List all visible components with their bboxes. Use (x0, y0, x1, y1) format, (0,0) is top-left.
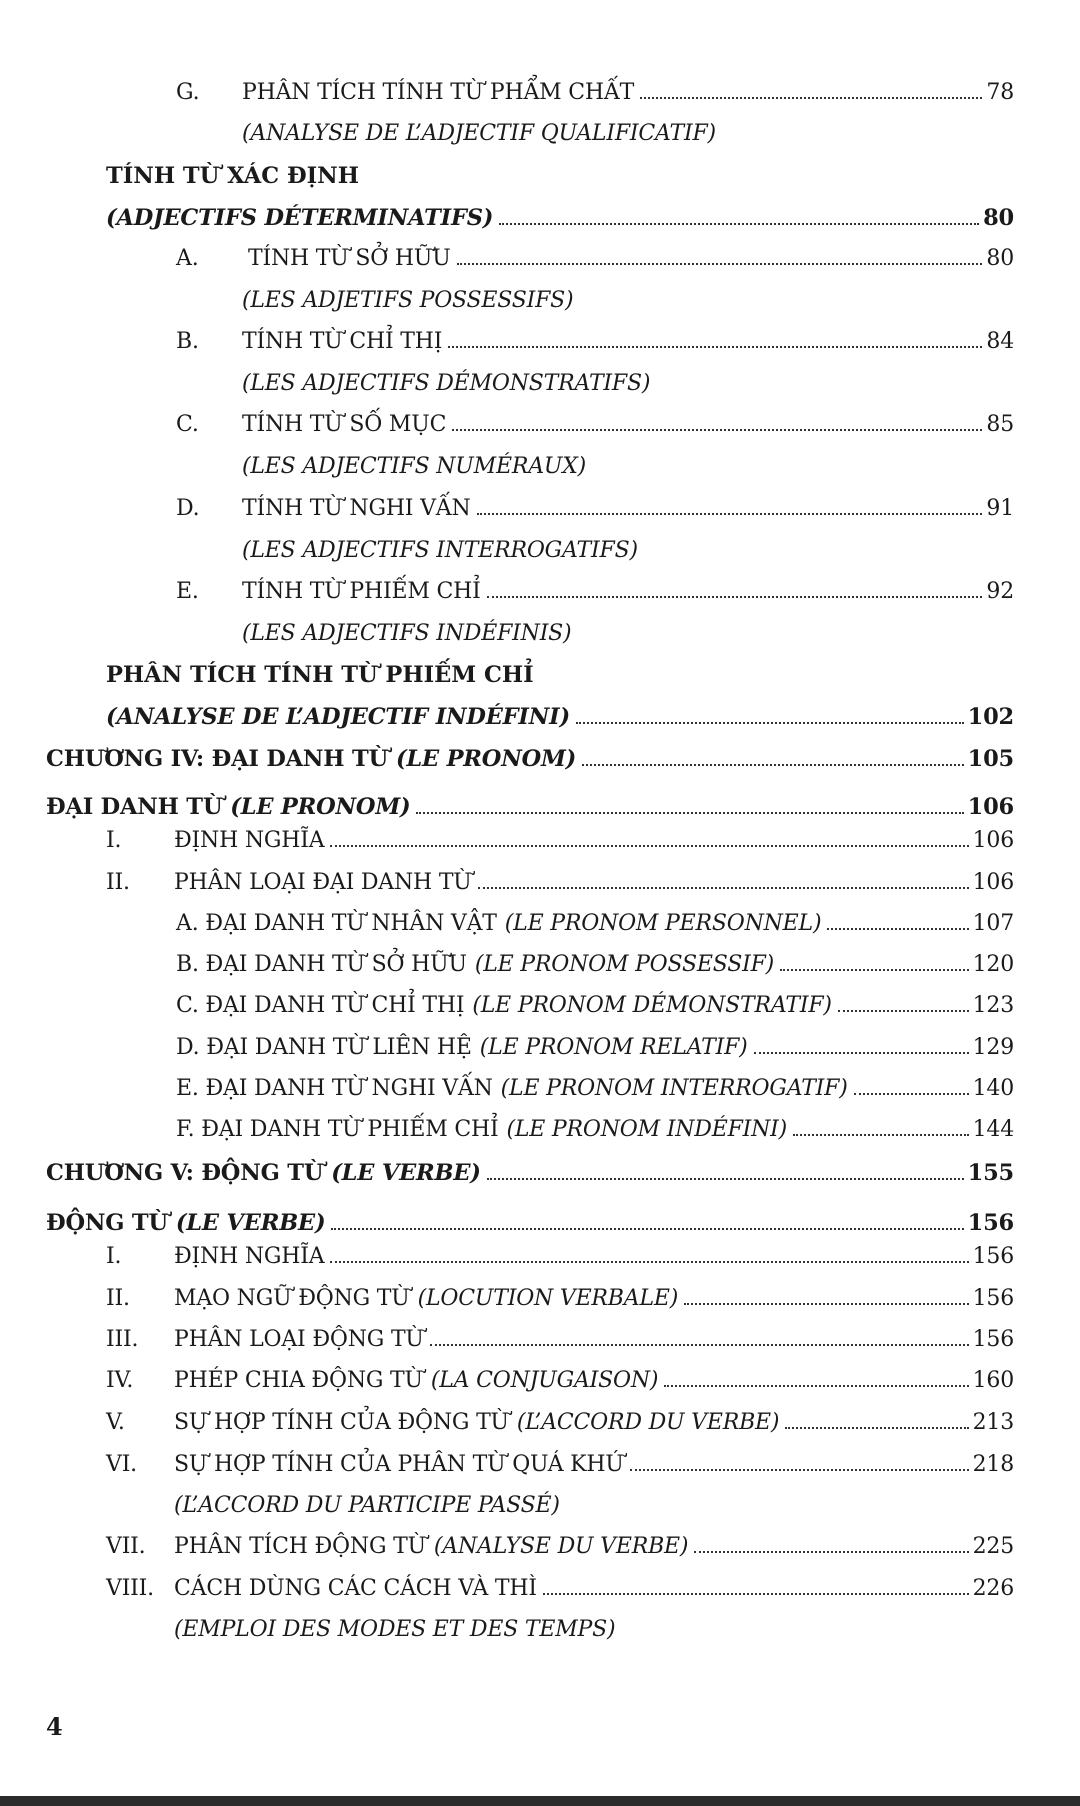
entry-french-title: (LA CONJUGAISON) (430, 1368, 659, 1393)
toc-entry-d (176, 496, 1014, 521)
toc-entry-pronom-c (176, 993, 1014, 1018)
entry-page: 106 (972, 828, 1014, 853)
toc-entry-verbe-iii (106, 1327, 1014, 1352)
toc-entry-verbe-iv (106, 1368, 1014, 1393)
entry-page: 84 (986, 329, 1014, 354)
chapter-french-title: (LE VERBE) (331, 1160, 481, 1186)
dot-leader (457, 263, 983, 265)
entry-page: 106 (967, 794, 1014, 820)
bottom-edge-band (0, 1796, 1080, 1806)
toc-entry-verbe-vii (106, 1534, 1014, 1559)
entry-marker: IV. (106, 1368, 134, 1393)
entry-marker: V. (106, 1410, 125, 1435)
dot-leader (827, 928, 968, 930)
chapter-title: CHƯƠNG V: ĐỘNG TỪ (46, 1160, 324, 1186)
entry-french-title: (ANALYSE DU VERBE) (433, 1534, 689, 1559)
toc-entry-verbe-viii (106, 1576, 1014, 1601)
entry-page: 107 (972, 911, 1014, 936)
entry-title: F. ĐẠI DANH TỪ PHIẾM CHỈ (176, 1117, 499, 1142)
dot-leader (452, 429, 982, 431)
entry-marker: VII. (106, 1534, 146, 1559)
toc-entry-verbe (46, 1210, 1014, 1236)
entry-page: 129 (972, 1035, 1014, 1060)
toc-entry-pronom-i (106, 828, 1014, 853)
toc-entry-verbe-i (106, 1244, 1014, 1269)
dot-leader (576, 722, 964, 724)
dot-leader (487, 1178, 964, 1180)
entry-title: ĐẠI DANH TỪ (46, 794, 223, 820)
entry-page: 85 (986, 412, 1014, 437)
toc-entry-pronom-f (176, 1117, 1014, 1142)
entry-marker: B. (176, 329, 199, 354)
entry-french-subtitle: (EMPLOI DES MODES ET DES TEMPS) (174, 1617, 616, 1642)
entry-title: SỰ HỢP TÍNH CỦA PHÂN TỪ QUÁ KHỨ (174, 1452, 624, 1477)
entry-title: ĐỊNH NGHĨA (174, 1244, 325, 1269)
entry-marker: VI. (106, 1452, 137, 1477)
dot-leader (694, 1551, 968, 1553)
entry-french-title: (L’ACCORD DU VERBE) (516, 1410, 780, 1435)
entry-page: 160 (972, 1368, 1014, 1393)
entry-french-subtitle: (LES ADJECTIFS INTERROGATIFS) (242, 538, 638, 563)
entry-french-title: (LOCUTION VERBALE) (417, 1286, 679, 1311)
entry-marker: VIII. (106, 1576, 154, 1601)
entry-title: D. ĐẠI DANH TỪ LIÊN HỆ (176, 1035, 472, 1060)
dot-leader (838, 1010, 969, 1012)
chapter-page: 105 (967, 746, 1014, 772)
entry-french-title: (LE VERBE) (175, 1210, 326, 1236)
entry-marker: III. (106, 1327, 139, 1352)
entry-title: TÍNH TỪ SỐ MỤC (242, 412, 447, 437)
dot-leader (331, 1228, 963, 1230)
entry-page: 91 (986, 496, 1014, 521)
dot-leader (416, 812, 963, 814)
dot-leader (785, 1427, 968, 1429)
section-heading-indefini: PHÂN TÍCH TÍNH TỪ PHIẾM CHỈ (106, 662, 534, 688)
entry-title: TÍNH TỪ SỞ HỮU (248, 246, 451, 271)
entry-title: PHÂN LOẠI ĐỘNG TỪ (174, 1327, 424, 1352)
entry-title: TÍNH TỪ CHỈ THỊ (242, 329, 443, 354)
entry-title: PHÉP CHIA ĐỘNG TỪ (174, 1368, 423, 1393)
entry-page: 156 (972, 1286, 1014, 1311)
toc-chapter-4 (46, 746, 1014, 772)
entry-french-subtitle: (LES ADJECTIFS DÉMONSTRATIFS) (242, 371, 651, 396)
entry-title: PHÂN LOẠI ĐẠI DANH TỪ (174, 870, 472, 895)
entry-page: 218 (972, 1452, 1014, 1477)
toc-entry-determinatifs (106, 205, 1014, 231)
dot-leader (430, 1344, 969, 1346)
toc-entry-pronom (46, 794, 1014, 820)
entry-title: A. ĐẠI DANH TỪ NHÂN VẬT (176, 911, 497, 936)
entry-page: 120 (972, 952, 1014, 977)
entry-title: SỰ HỢP TÍNH CỦA ĐỘNG TỪ (174, 1410, 509, 1435)
entry-marker: E. (176, 579, 199, 604)
dot-leader (330, 1261, 968, 1263)
entry-page: 123 (972, 993, 1014, 1018)
entry-title: E. ĐẠI DANH TỪ NGHI VẤN (176, 1076, 493, 1101)
entry-page: 80 (986, 246, 1014, 271)
entry-title: B. ĐẠI DANH TỪ SỞ HỮU (176, 952, 467, 977)
entry-page: 78 (986, 80, 1014, 105)
entry-marker: D. (176, 496, 200, 521)
toc-entry-pronom-a (176, 911, 1014, 936)
dot-leader (543, 1593, 969, 1595)
toc-entry-verbe-ii (106, 1286, 1014, 1311)
toc-entry-g (176, 80, 1014, 105)
toc-entry-e (176, 579, 1014, 604)
entry-french-title: (LE PRONOM) (230, 794, 411, 820)
section-heading-determinatifs: TÍNH TỪ XÁC ĐỊNH (106, 163, 359, 189)
entry-french-title: (LE PRONOM INDÉFINI) (506, 1117, 788, 1142)
entry-french-title: (ADJECTIFS DÉTERMINATIFS) (106, 205, 494, 231)
entry-french-subtitle: (LES ADJECTIFS INDÉFINIS) (242, 621, 572, 646)
entry-french-subtitle: (ANALYSE DE L’ADJECTIF QUALIFICATIF) (242, 121, 716, 146)
entry-title: C. ĐẠI DANH TỪ CHỈ THỊ (176, 993, 465, 1018)
entry-marker: A. (176, 246, 199, 271)
toc-entry-indefini (106, 704, 1014, 730)
entry-page: 106 (972, 870, 1014, 895)
toc-entry-pronom-d (176, 1035, 1014, 1060)
dot-leader (754, 1052, 969, 1054)
entry-french-subtitle: (LES ADJECTIFS NUMÉRAUX) (242, 454, 587, 479)
entry-french-subtitle: (L’ACCORD DU PARTICIPE PASSÉ) (174, 1493, 560, 1518)
entry-french-title: (LE PRONOM INTERROGATIF) (500, 1076, 848, 1101)
entry-page: 156 (972, 1327, 1014, 1352)
entry-marker: I. (106, 828, 122, 853)
entry-marker: II. (106, 870, 130, 895)
chapter-title: CHƯƠNG IV: ĐẠI DANH TỪ (46, 746, 388, 772)
dot-leader (630, 1469, 969, 1471)
chapter-french-title: (LE PRONOM) (395, 746, 577, 772)
toc-entry-pronom-ii (106, 870, 1014, 895)
toc-entry-pronom-e (176, 1076, 1014, 1101)
dot-leader (499, 223, 979, 225)
entry-title: PHÂN TÍCH TÍNH TỪ PHẨM CHẤT (242, 80, 635, 105)
entry-marker: C. (176, 412, 199, 437)
entry-page: 156 (972, 1244, 1014, 1269)
entry-marker: G. (176, 80, 200, 105)
dot-leader (664, 1385, 968, 1387)
toc-entry-c (176, 412, 1014, 437)
dot-leader (684, 1303, 968, 1305)
entry-title: MẠO NGỮ ĐỘNG TỪ (174, 1286, 410, 1311)
entry-french-title: (LE PRONOM RELATIF) (479, 1035, 748, 1060)
entry-title: TÍNH TỪ NGHI VẤN (242, 496, 471, 521)
dot-leader (478, 887, 969, 889)
entry-french-title: (ANALYSE DE L’ADJECTIF INDÉFINI) (106, 704, 570, 730)
toc-entry-a (176, 246, 1014, 271)
entry-page: 213 (972, 1410, 1014, 1435)
dot-leader (582, 764, 964, 766)
entry-french-title: (LE PRONOM POSSESSIF) (474, 952, 775, 977)
entry-page: 156 (967, 1210, 1014, 1236)
toc-entry-b (176, 329, 1014, 354)
entry-page: 80 (983, 205, 1014, 231)
entry-french-title: (LE PRONOM DÉMONSTRATIF) (472, 993, 832, 1018)
chapter-page: 155 (967, 1160, 1014, 1186)
entry-page: 226 (972, 1576, 1014, 1601)
dot-leader (330, 845, 968, 847)
toc-chapter-5 (46, 1160, 1014, 1186)
toc-entry-verbe-vi (106, 1452, 1014, 1477)
dot-leader (477, 513, 983, 515)
entry-french-subtitle: (LES ADJETIFS POSSESSIFS) (242, 288, 574, 313)
dot-leader (854, 1093, 969, 1095)
entry-title: CÁCH DÙNG CÁC CÁCH VÀ THÌ (174, 1576, 537, 1601)
entry-title: PHÂN TÍCH ĐỘNG TỪ (174, 1534, 426, 1559)
dot-leader (448, 346, 982, 348)
entry-page: 92 (986, 579, 1014, 604)
entry-marker: II. (106, 1286, 130, 1311)
entry-page: 102 (967, 704, 1014, 730)
toc-entry-pronom-b (176, 952, 1014, 977)
dot-leader (780, 969, 969, 971)
entry-title: ĐỊNH NGHĨA (174, 828, 325, 853)
dot-leader (793, 1134, 969, 1136)
entry-title: TÍNH TỪ PHIẾM CHỈ (242, 579, 481, 604)
entry-page: 225 (972, 1534, 1014, 1559)
entry-title: ĐỘNG TỪ (46, 1210, 168, 1236)
dot-leader (640, 97, 982, 99)
toc-entry-verbe-v (106, 1410, 1014, 1435)
entry-french-title: (LE PRONOM PERSONNEL) (504, 911, 822, 936)
page-number: 4 (46, 1712, 63, 1741)
entry-page: 144 (972, 1117, 1014, 1142)
entry-page: 140 (972, 1076, 1014, 1101)
entry-marker: I. (106, 1244, 122, 1269)
dot-leader (487, 596, 983, 598)
